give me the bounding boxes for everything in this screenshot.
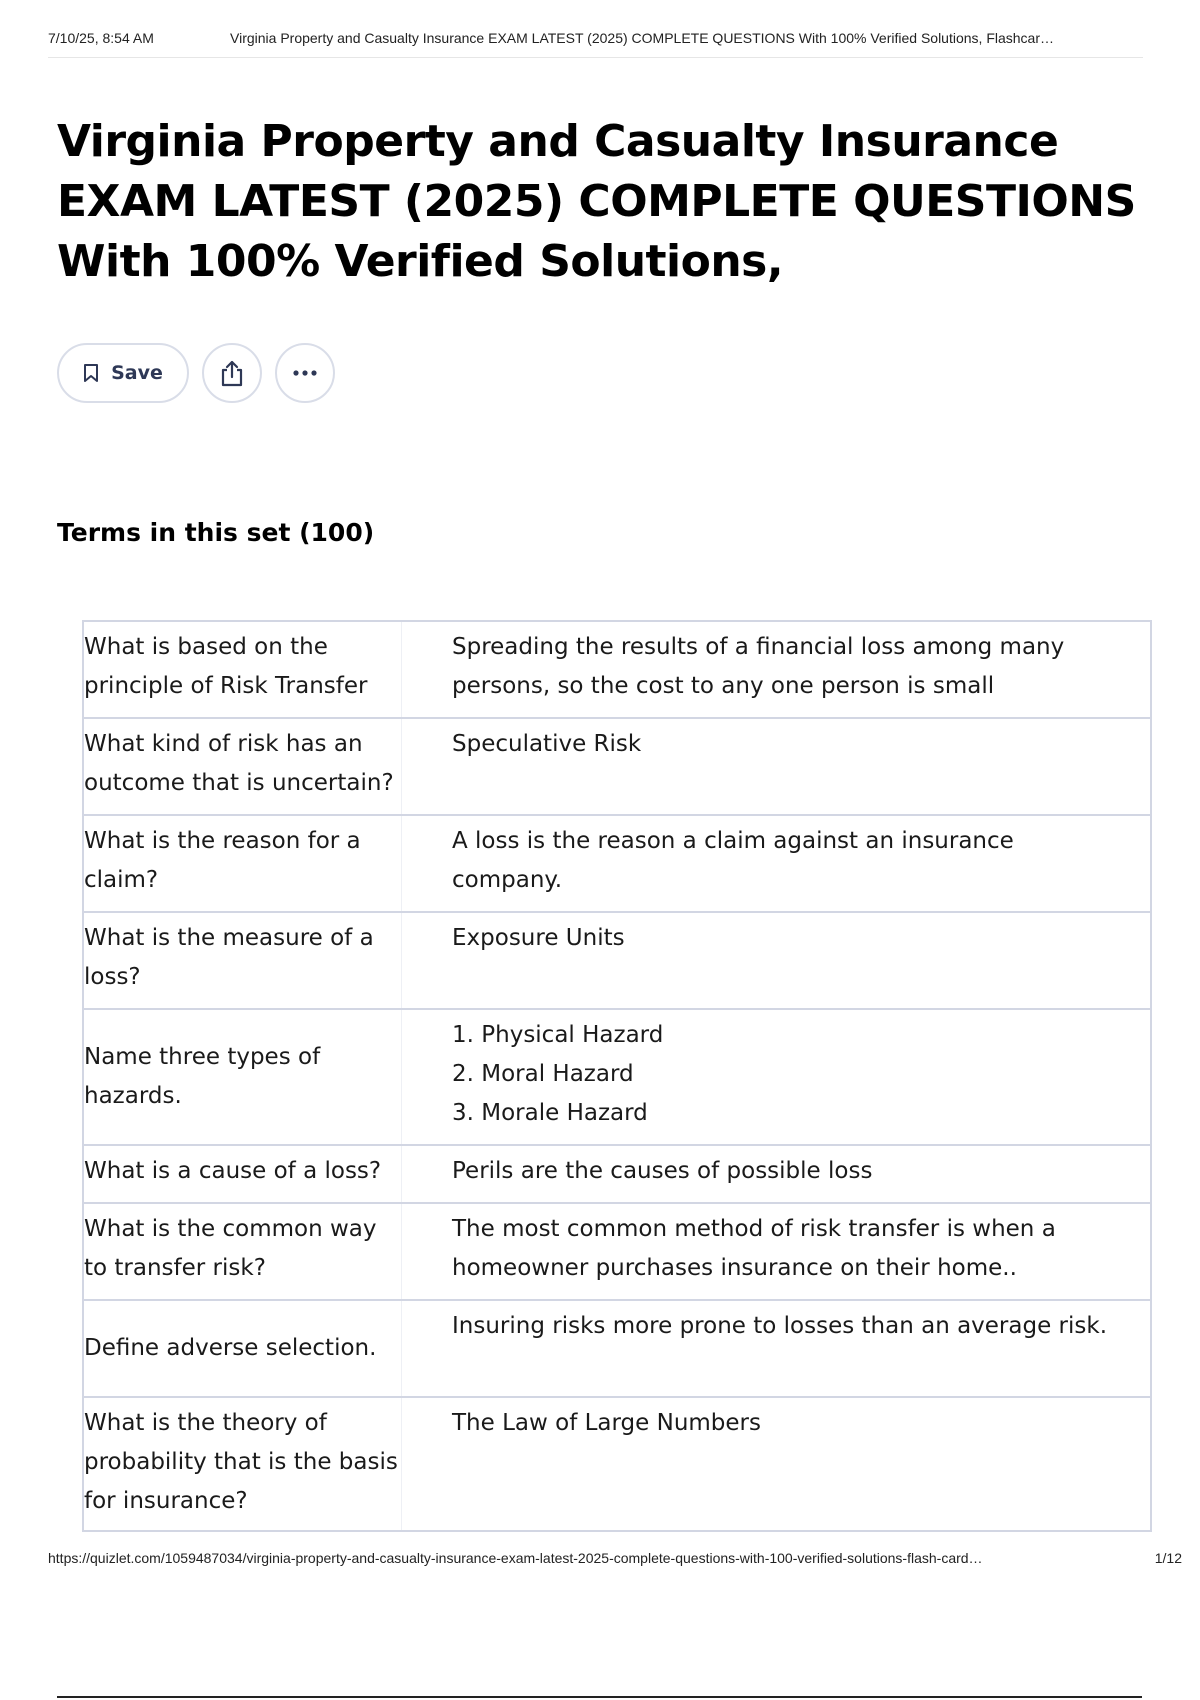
- term-row[interactable]: [82, 1299, 1152, 1396]
- definition-text: Speculative Risk: [452, 731, 642, 757]
- definition-cell: [402, 1146, 1150, 1202]
- definition-text: Insuring risks more prone to losses than an average risk.: [452, 1313, 1108, 1339]
- definition-text: The Law of Large Numbers: [452, 1410, 761, 1436]
- save-button[interactable]: [57, 343, 189, 403]
- print-url: https://quizlet.com/1059487034/virginia-property-and-casualty-insurance-exam-latest-2025-complete-questions-with-100-verified-solutions-flash-card…: [48, 1550, 983, 1566]
- term-row[interactable]: [82, 1144, 1152, 1202]
- term-cell: [84, 816, 402, 911]
- term-text: What is the common way to transfer risk?: [84, 1216, 377, 1281]
- term-cell: [84, 719, 402, 814]
- term-row[interactable]: [82, 1202, 1152, 1299]
- more-options-button[interactable]: [275, 343, 335, 403]
- definition-cell: [402, 1010, 1150, 1144]
- term-row[interactable]: [82, 717, 1152, 814]
- bottom-divider: [57, 1696, 1142, 1698]
- term-text: Define adverse selection.: [84, 1335, 377, 1361]
- term-cell: [84, 1301, 402, 1396]
- term-row[interactable]: [82, 1396, 1152, 1532]
- term-text: What is the reason for a claim?: [84, 828, 361, 893]
- page-title: Virginia Property and Casualty Insurance EXAM LATEST (2025) COMPLETE QUESTIONS With 100% Verified Solutions,: [57, 116, 1136, 287]
- definition-text: Exposure Units: [452, 925, 625, 951]
- definition-text: Spreading the results of a financial loss among many persons, so the cost to any one person is small: [452, 634, 1065, 699]
- term-text: Name three types of hazards.: [84, 1044, 321, 1109]
- terms-heading: Terms in this set (100): [57, 518, 375, 547]
- term-cell: [84, 1204, 402, 1299]
- term-row[interactable]: [82, 620, 1152, 717]
- term-text: What is the measure of a loss?: [84, 925, 374, 990]
- definition-text: A loss is the reason a claim against an insurance company.: [452, 828, 1014, 893]
- definition-text: Perils are the causes of possible loss: [452, 1158, 873, 1184]
- definition-line: 2. Moral Hazard: [452, 1061, 634, 1087]
- term-text: What is a cause of a loss?: [84, 1158, 382, 1184]
- definition-cell: [402, 913, 1150, 1008]
- term-cell: [84, 1146, 402, 1202]
- term-cell: [84, 1010, 402, 1144]
- more-options-icon: [292, 369, 318, 377]
- save-button-label: Save: [111, 362, 163, 384]
- definition-line: 3. Morale Hazard: [452, 1100, 648, 1126]
- definition-cell: [402, 816, 1150, 911]
- term-text: What is the theory of probability that is the basis for insurance?: [84, 1410, 398, 1514]
- term-cell: [84, 622, 402, 717]
- definition-cell: [402, 1301, 1150, 1396]
- share-button[interactable]: [202, 343, 262, 403]
- print-header: [48, 30, 1178, 52]
- print-datetime: 7/10/25, 8:54 AM: [48, 30, 154, 46]
- term-cell: [84, 913, 402, 1008]
- page-number: 1/12: [1154, 1550, 1182, 1566]
- term-cell: [84, 1398, 402, 1530]
- definition-cell: [402, 1204, 1150, 1299]
- bookmark-icon: [83, 363, 99, 383]
- share-icon: [219, 359, 245, 387]
- definition-line: 1. Physical Hazard: [452, 1022, 664, 1048]
- definition-text: The most common method of risk transfer is when a homeowner purchases insurance on their home..: [452, 1216, 1056, 1281]
- terms-list: [82, 620, 1152, 1532]
- term-text: What kind of risk has an outcome that is uncertain?: [84, 731, 394, 796]
- print-footer: [48, 1550, 1188, 1570]
- term-text: What is based on the principle of Risk Transfer: [84, 634, 368, 699]
- header-divider: [48, 57, 1143, 58]
- term-row[interactable]: [82, 814, 1152, 911]
- term-row[interactable]: [82, 1008, 1152, 1144]
- print-document-title: Virginia Property and Casualty Insurance EXAM LATEST (2025) COMPLETE QUESTIONS With 100% Verified Solutions, Flashcar…: [230, 30, 1055, 46]
- definition-cell: [402, 622, 1150, 717]
- definition-cell: [402, 719, 1150, 814]
- definition-cell: [402, 1398, 1150, 1530]
- term-row[interactable]: [82, 911, 1152, 1008]
